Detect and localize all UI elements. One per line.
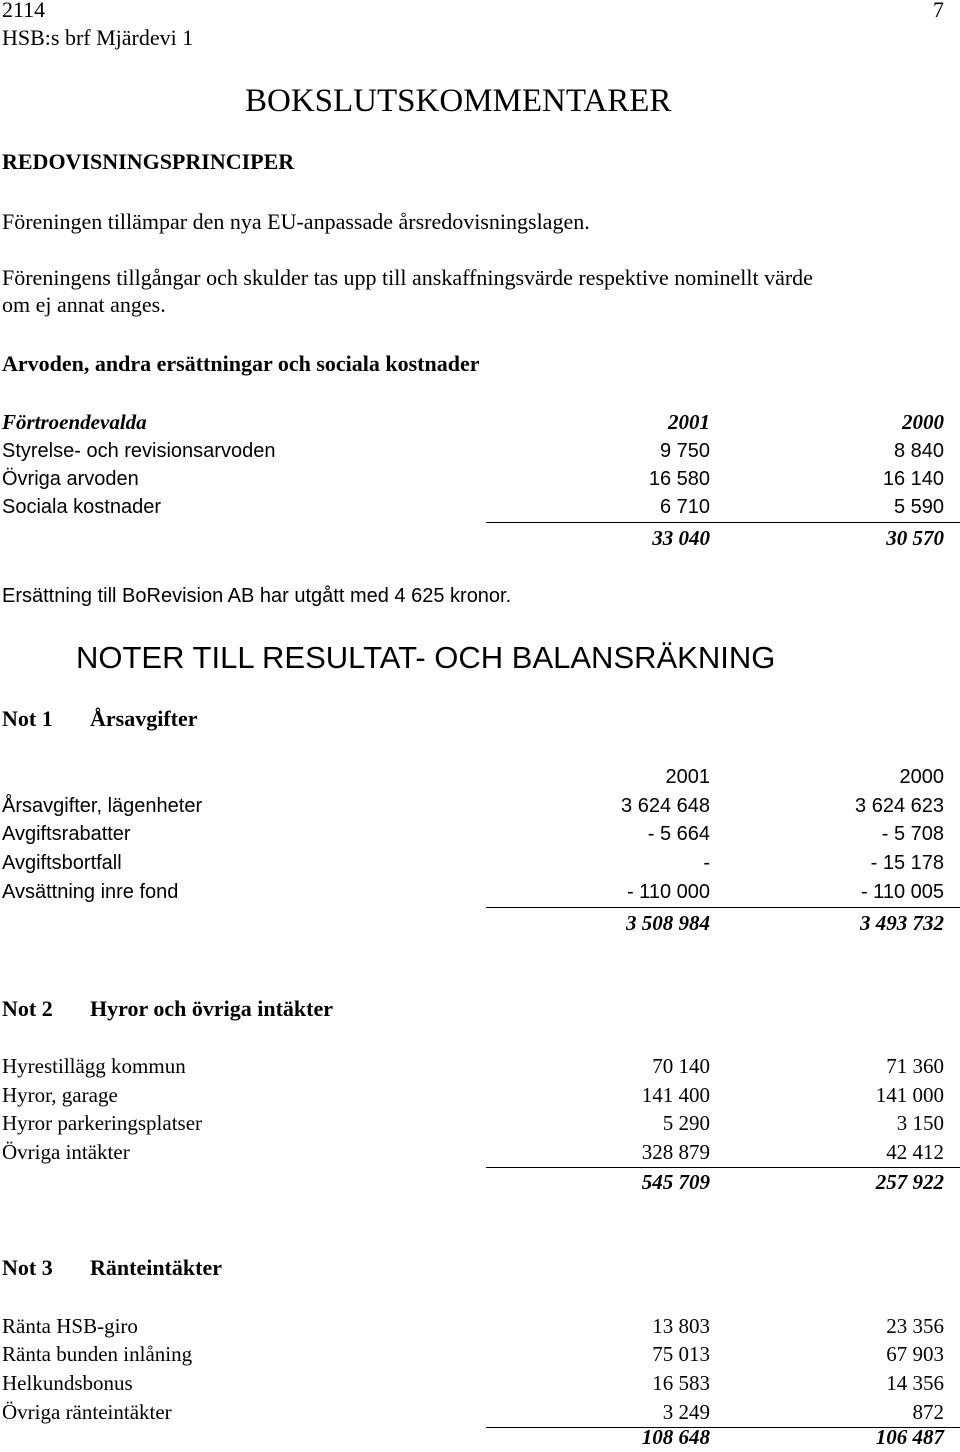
total-2001: 108 648 — [641, 1425, 710, 1449]
row-label: Hyrestillägg kommun — [2, 1054, 186, 1078]
note1-year-2000: 2000 — [899, 766, 944, 788]
table-row — [0, 1369, 960, 1398]
row-value-2001: 6 710 — [659, 496, 710, 518]
note3-label: Not 3 — [2, 1255, 53, 1280]
principles-paragraph-1: Föreningen tillämpar den nya EU-anpassade årsredovisningslagen. — [2, 209, 590, 234]
principles-paragraph-2b: om ej annat anges. — [2, 292, 166, 317]
row-value-2000: 5 590 — [893, 496, 944, 518]
note2-total-row — [0, 1168, 960, 1197]
row-label: Avgiftsbortfall — [2, 852, 122, 874]
table-row — [0, 878, 960, 907]
row-value-2000: 71 360 — [886, 1054, 944, 1078]
row-label: Hyror parkeringsplatser — [2, 1111, 203, 1135]
row-value-2000: 42 412 — [886, 1140, 944, 1164]
total-2000: 30 570 — [886, 526, 944, 550]
fees-year-2001: 2001 — [668, 410, 710, 434]
row-value-2000: 67 903 — [886, 1342, 944, 1366]
page-number: 7 — [933, 0, 944, 22]
table-row — [0, 849, 960, 878]
fees-heading: Arvoden, andra ersättningar och sociala kostnader — [2, 351, 480, 376]
row-value-2000: 16 140 — [882, 468, 944, 490]
fees-total-row — [0, 524, 960, 553]
row-value-2001: 16 580 — [648, 468, 710, 490]
note3-title: Ränteintäkter — [90, 1255, 222, 1280]
fees-note: Ersättning till BoRevision AB har utgått med 4 625 kronor. — [2, 585, 512, 607]
total-2001: 545 709 — [641, 1170, 710, 1194]
fees-table-label: Förtroendevalda — [2, 410, 147, 434]
total-2001: 3 508 984 — [626, 911, 710, 935]
row-value-2000: - 15 178 — [870, 852, 944, 874]
principles-heading: REDOVISNINGSPRINCIPER — [2, 149, 295, 174]
total-rule — [486, 522, 960, 523]
row-label: Avgiftsrabatter — [2, 823, 131, 845]
table-row — [0, 1312, 960, 1341]
table-row — [0, 1340, 960, 1369]
row-value-2001: 75 013 — [652, 1342, 710, 1366]
table-row — [0, 1052, 960, 1081]
table-row — [0, 820, 960, 849]
row-label: Sociala kostnader — [2, 496, 161, 518]
row-label: Ränta HSB-giro — [2, 1314, 138, 1338]
row-label: Årsavgifter, lägenheter — [2, 795, 203, 817]
table-row — [0, 493, 960, 522]
row-value-2000: - 5 708 — [881, 823, 944, 845]
row-label: Hyror, garage — [2, 1083, 118, 1107]
total-2000: 106 487 — [875, 1425, 944, 1449]
page-title: BOKSLUTSKOMMENTARER — [245, 83, 672, 119]
note1-year-header — [0, 763, 960, 792]
row-label: Styrelse- och revisionsarvoden — [2, 440, 276, 462]
total-2001: 33 040 — [652, 526, 710, 550]
row-value-2001: 13 803 — [652, 1314, 710, 1338]
row-value-2000: 3 150 — [896, 1111, 944, 1135]
principles-paragraph-2a: Föreningens tillgångar och skulder tas upp till anskaffningsvärde respektive nominellt värde — [2, 265, 813, 290]
row-value-2001: 16 583 — [652, 1371, 710, 1395]
row-value-2001: - 110 000 — [626, 881, 710, 903]
fees-year-2000: 2000 — [902, 410, 944, 434]
table-row — [0, 437, 960, 466]
row-label: Övriga intäkter — [2, 1140, 130, 1164]
row-value-2000: - 110 005 — [860, 881, 944, 903]
notes-title: NOTER TILL RESULTAT- OCH BALANSRÄKNING — [76, 640, 776, 675]
table-row — [0, 1109, 960, 1138]
row-value-2001: 9 750 — [659, 440, 710, 462]
row-value-2000: 23 356 — [886, 1314, 944, 1338]
row-label: Ränta bunden inlåning — [2, 1342, 193, 1366]
row-label: Avsättning inre fond — [2, 881, 179, 903]
note1-title: Årsavgifter — [90, 706, 198, 731]
table-row — [0, 465, 960, 494]
row-value-2000: 8 840 — [893, 440, 944, 462]
row-value-2001: 328 879 — [641, 1140, 710, 1164]
row-value-2001: 141 400 — [641, 1083, 710, 1107]
row-label: Övriga arvoden — [2, 468, 139, 490]
row-value-2000: 141 000 — [875, 1083, 944, 1107]
note1-total-row — [0, 909, 960, 938]
row-label: Helkundsbonus — [2, 1371, 133, 1395]
note2-label: Not 2 — [2, 996, 53, 1021]
row-value-2000: 14 356 — [886, 1371, 944, 1395]
note2-title: Hyror och övriga intäkter — [90, 996, 333, 1021]
table-row — [0, 1081, 960, 1110]
table-row — [0, 1138, 960, 1167]
row-value-2001: 70 140 — [652, 1054, 710, 1078]
association-name: HSB:s brf Mjärdevi 1 — [2, 25, 194, 50]
note1-label: Not 1 — [2, 706, 53, 731]
row-value-2000: 3 624 623 — [855, 795, 944, 817]
total-2000: 257 922 — [875, 1170, 944, 1194]
row-label: Övriga ränteintäkter — [2, 1400, 172, 1424]
row-value-2001: - 5 664 — [647, 823, 710, 845]
row-value-2001: - — [703, 852, 710, 874]
total-2000: 3 493 732 — [860, 911, 944, 935]
row-value-2001: 5 290 — [662, 1111, 710, 1135]
table-row — [0, 792, 960, 821]
row-value-2001: 3 249 — [662, 1400, 710, 1424]
document-number: 2114 — [2, 0, 46, 22]
note3-total-row — [0, 1423, 960, 1452]
row-value-2000: 872 — [912, 1400, 944, 1424]
fees-table-header — [0, 408, 960, 437]
total-rule — [486, 907, 960, 908]
note1-year-2001: 2001 — [665, 766, 710, 788]
row-value-2001: 3 624 648 — [621, 795, 710, 817]
